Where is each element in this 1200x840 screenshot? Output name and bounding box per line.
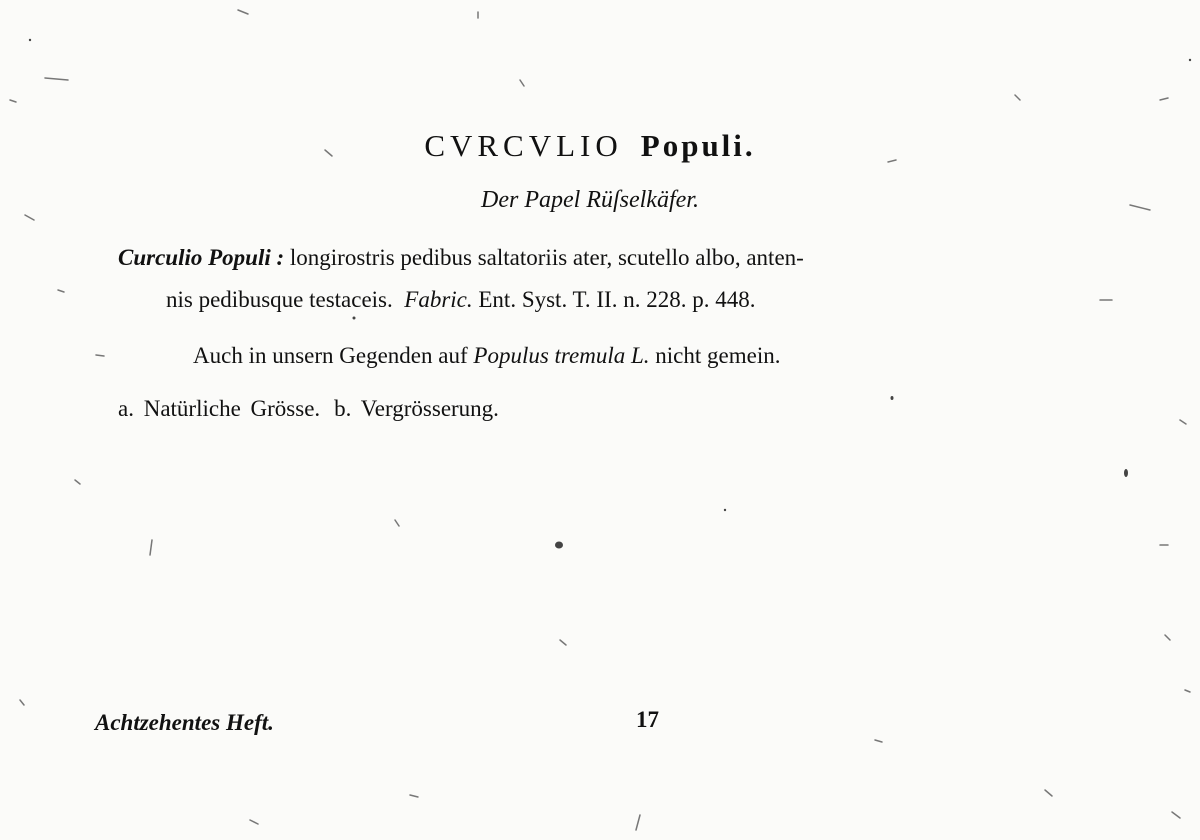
title-genus: CVRCVLIO <box>424 128 623 163</box>
habitat-note-start: Auch in unsern Gegenden auf <box>193 343 468 368</box>
description-line-2 <box>118 279 1103 321</box>
reference-citation: Ent. Syst. T. II. n. 228. p. 448. <box>478 287 756 312</box>
page-number: 17 <box>636 707 659 732</box>
description-text-2: nis pedibusque testaceis. <box>166 287 393 312</box>
species-name: Curculio Populi : <box>118 245 285 270</box>
legend-item-a: a. Natürliche Grösse. <box>118 396 321 421</box>
host-plant: Populus tremula L. <box>473 343 650 368</box>
species-description <box>118 237 1103 321</box>
description-line-1 <box>118 237 1103 279</box>
author-abbreviation: Fabric. <box>404 287 473 312</box>
figure-legend <box>118 396 499 422</box>
description-text-1: longirostris pedibus saltatoriis ater, scutello albo, anten- <box>289 245 804 270</box>
page-title <box>0 128 1180 164</box>
title-species: Populi. <box>640 128 756 163</box>
habitat-note <box>193 343 780 369</box>
page-subtitle: Der Papel Rüſselkäfer. <box>481 187 699 213</box>
issue-label: Achtzehentes Heft. <box>95 710 274 735</box>
legend-item-b: b. Vergrösserung. <box>334 396 499 421</box>
habitat-note-end: nicht gemein. <box>655 343 781 368</box>
